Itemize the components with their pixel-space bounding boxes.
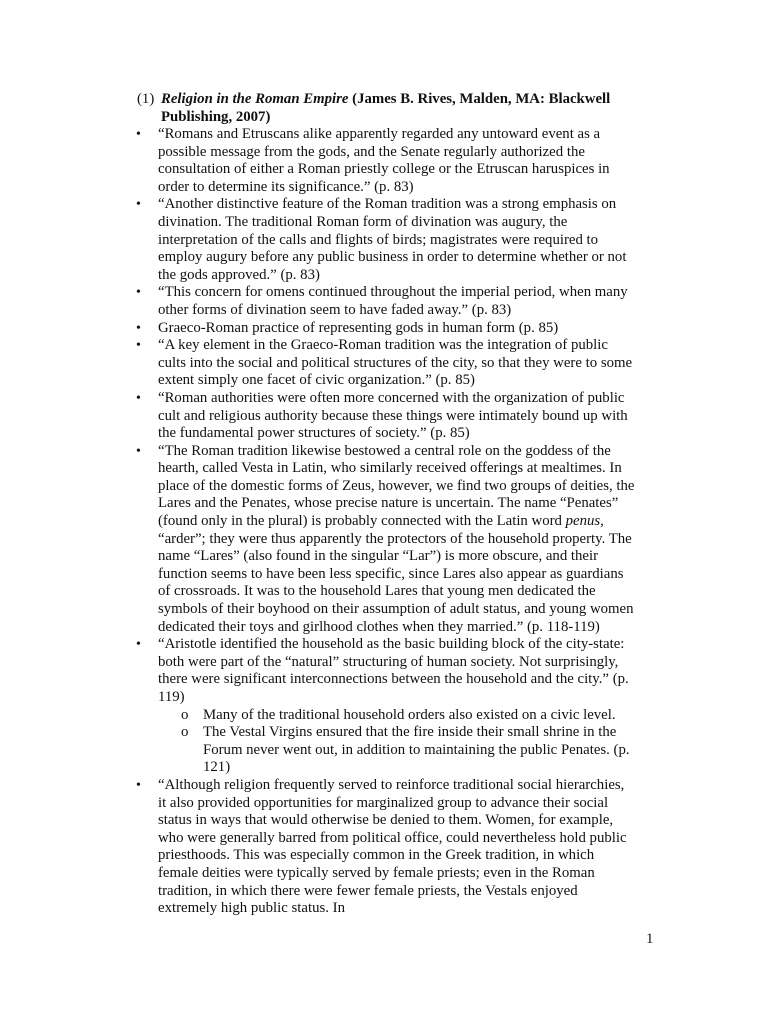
- note-item: [136, 636, 636, 777]
- bullet-marker: •: [136, 285, 141, 301]
- note-item: [136, 196, 636, 284]
- note-text: Graeco-Roman practice of representing gods in human form (p. 85): [158, 319, 559, 336]
- bullet-marker: •: [136, 197, 141, 213]
- note-item: [136, 337, 636, 390]
- note-item: [136, 284, 636, 319]
- bullet-marker: •: [136, 443, 141, 459]
- section-heading: [137, 91, 637, 126]
- bullet-marker: •: [136, 127, 141, 142]
- note-text: “A key element in the Graeco-Roman tradition was the integration of public cults into the social and political structures of the city, so that they were to some extent simply one facet of civic organization.” (p. 85): [158, 337, 633, 389]
- note-item: [136, 777, 636, 918]
- section-number: (1): [137, 91, 155, 107]
- sub-note-item: [158, 707, 636, 725]
- note-text: “Although religion frequently served to reinforce traditional social hierarchies, it also provided opportunities for marginalized group to advance their social status in ways that would otherwise be denied to them. Women, for example, who were generally barred from political office, could nevertheless hold public priesthoods. This was especially common in the Greek tradition, in which female deities were typically served by female priests; even in the Roman tradition, in which there were fewer female priests, the Vestals enjoyed extremely high public status. In: [158, 776, 627, 917]
- bullet-marker: •: [136, 777, 141, 793]
- note-text: “Another distinctive feature of the Roman tradition was a strong emphasis on divination. The traditional Roman form of divination was augury, the interpretation of the calls and flights of birds; magistrates were required to employ augury before any public business in order to determine whether or not the gods approved.” (p. 83): [158, 196, 627, 283]
- sub-note-item: [158, 724, 636, 777]
- book-title: Religion in the Roman Empire: [161, 91, 349, 107]
- sub-bullet-marker: o: [181, 724, 189, 741]
- note-text: “Aristotle identified the household as the basic building block of the city-state: both were part of the “natural” structuring of human society. Not surprisingly, there were significant interconnections between the household and the city.” (p. 119): [158, 636, 629, 705]
- bullet-marker: •: [136, 320, 141, 336]
- bullet-marker: •: [136, 390, 141, 406]
- note-text: “Roman authorities were often more concerned with the organization of public cult and religious authority because these things were intimately bound up with the fundamental power structures of society.” (p. 85): [158, 389, 628, 442]
- notes-list: [136, 126, 636, 918]
- latin-word: penus,: [565, 513, 604, 530]
- bullet-marker: •: [136, 637, 141, 653]
- note-text: “Romans and Etruscans alike apparently regarded any untoward event as a possible message from the gods, and the Senate regularly authorized the consultation of either a Roman priestly college or the Etruscan haruspices in order to determine its significance.” (p. 83): [158, 126, 610, 195]
- note-text: “This concern for omens continued throughout the imperial period, when many other forms of divination seem to have faded away.” (p. 83): [158, 284, 628, 318]
- note-item: [136, 320, 636, 338]
- section-title-line: [161, 91, 637, 126]
- note-text-part: “The Roman tradition likewise bestowed a central role on the goddess of the hearth, called Vesta in Latin, who similarly received offerings at mealtimes. In place of the domestic forms of Zeus, however, we find two groups of deities, the Lares and the Penates, whose precise nature is uncertain. The name “Penates” (found only in the plural) is probably connected with the Latin word: [158, 442, 635, 530]
- page-number: 1: [646, 931, 654, 947]
- sub-notes-list: [158, 707, 636, 777]
- note-text-part: “arder”; they were thus apparently the protectors of the household property. The name “Lares” (also found in the singular “Lar”) is more obscure, and their function seems to have been less specific, since Lares also appear as guardians of crossroads. It was to the household Lares that young men dedicated the symbols of their boyhood on their assumption of adult status, and young women dedicated their toys and girlhood clothes when they married.” (p. 118-119): [158, 530, 634, 635]
- note-item: [136, 390, 636, 443]
- sub-bullet-marker: o: [181, 706, 189, 723]
- bullet-marker: •: [136, 338, 141, 354]
- note-text: [158, 443, 636, 637]
- book-citation: (James B. Rives, Malden, MA: Blackwell Publishing, 2007): [161, 91, 611, 125]
- sub-note-text: Many of the traditional household orders also existed on a civic level.: [203, 706, 616, 723]
- note-item: [136, 126, 636, 196]
- sub-note-text: The Vestal Virgins ensured that the fire inside their small shrine in the Forum never went out, in addition to maintaining the public Penates. (p. 121): [203, 724, 630, 776]
- note-item: [136, 443, 636, 637]
